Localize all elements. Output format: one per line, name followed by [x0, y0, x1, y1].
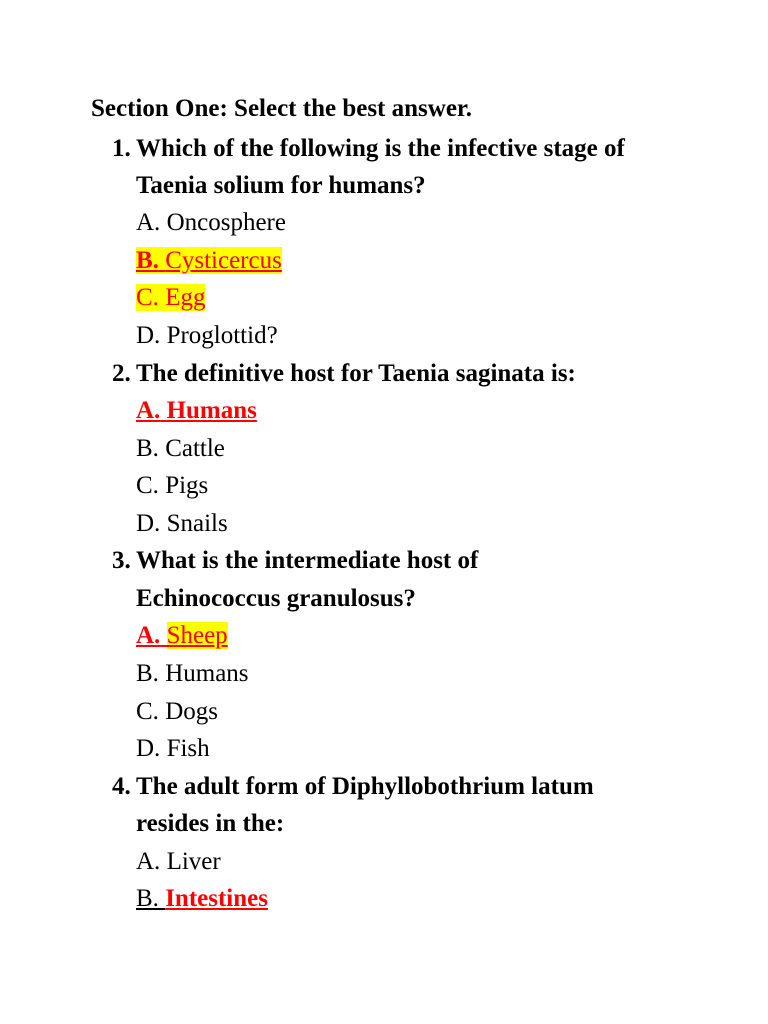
option-a: A. Liver	[136, 848, 221, 875]
question-text: The adult form of Diphyllobothrium latum	[136, 773, 594, 800]
question-text: Echinococcus granulosus?	[136, 585, 416, 612]
option-b-selected: B. Cysticercus	[136, 247, 282, 274]
option-c-highlighted: C. Egg	[136, 284, 206, 311]
option-c: C. Pigs	[136, 472, 209, 499]
option-d: D. Proglottid?	[136, 322, 278, 349]
question-number: 3.	[112, 547, 131, 574]
question-text: Which of the following is the infective stage of	[136, 135, 625, 162]
option-b: B. Cattle	[136, 435, 225, 462]
question-number: 2.	[112, 360, 131, 387]
option-b: B. Humans	[136, 660, 249, 687]
option-d: D. Snails	[136, 510, 228, 537]
option-a-selected: A. Humans	[136, 397, 257, 424]
question-text: What is the intermediate host of	[136, 547, 479, 574]
option-a-selected: A. Sheep	[136, 622, 228, 649]
option-d: D. Fish	[136, 735, 210, 762]
question-text: The definitive host for Taenia saginata is:	[136, 360, 576, 387]
option-a: A. Oncosphere	[136, 209, 286, 236]
question-text: resides in the:	[136, 810, 285, 837]
question-text: Taenia solium for humans?	[136, 172, 426, 199]
question-number: 1.	[112, 135, 131, 162]
option-c: C. Dogs	[136, 698, 218, 725]
question-number: 4.	[112, 773, 131, 800]
section-title: Section One: Select the best answer.	[91, 95, 472, 122]
option-b-selected: B. Intestines	[136, 885, 268, 912]
